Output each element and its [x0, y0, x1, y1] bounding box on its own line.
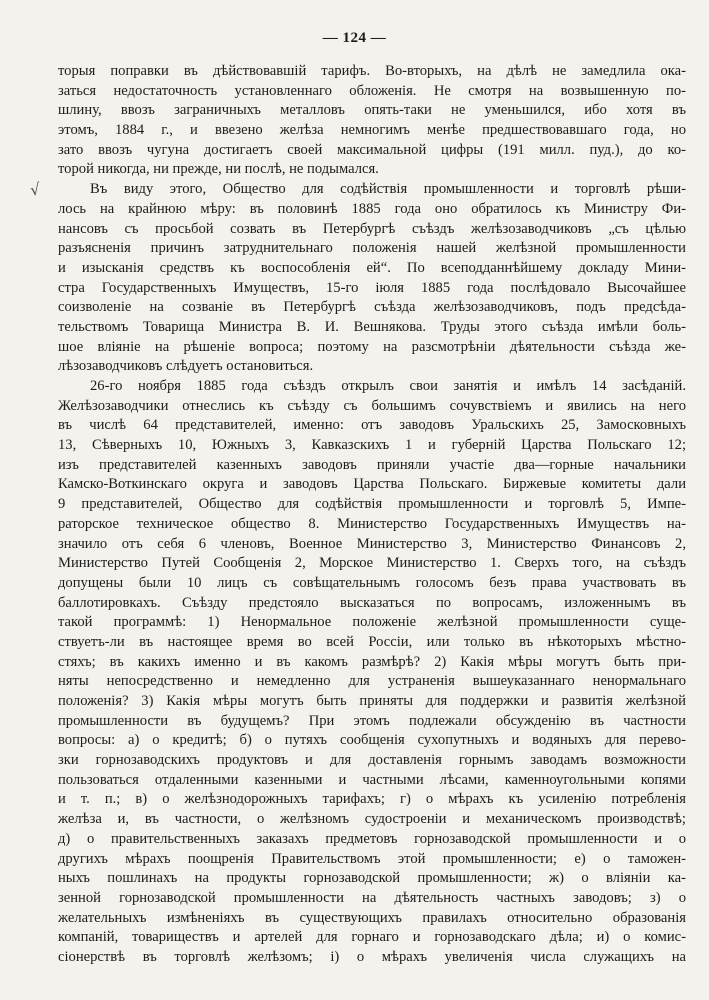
text-line: няты непосредственно и немедленно для устраненія вышеуказаннаго ненормальнаго [58, 673, 686, 690]
text-line: зато ввозъ чугуна достигаетъ своей максимальной цифры (191 милл. пуд.), до ко- [58, 141, 686, 158]
text-line: желательныхъ измѣненіяхъ въ существующихъ правилахъ относительно образованія [58, 909, 686, 926]
text-line: пользоваться отдаленными казенными и частными лѣсами, каменноугольными копями [58, 771, 686, 788]
text-line: заться недостаточность установленнаго обложенія. Не смотря на возвышенную по- [58, 82, 686, 99]
text-line: шое вліяніе на рѣшеніе вопроса; поэтому на разсмотрѣніи дѣятельности съѣзда же- [58, 338, 686, 355]
text-line: стра Государственныхъ Имуществъ, 15-го іюля 1885 года послѣдовало Высочайшее [58, 279, 686, 296]
text-line: 13, Сѣверныхъ 10, Южныхъ 3, Кавказскихъ 1 и губерній Царства Польскаго 12; [58, 437, 686, 454]
text-line: и изысканія средствъ къ воспособленія ей“. По всеподданнѣйшему докладу Мини- [58, 259, 686, 276]
text-line: промышленности въ будущемъ? При этомъ подлежали обсужденію въ частности [58, 712, 686, 729]
text-line: ныхъ пошлинахъ на продукты горнозаводской промышленности; ж) о вліяніи ка- [58, 870, 686, 887]
text-line: зенной горнозаводской промышленности на дѣятельность частныхъ заводовъ; з) о [58, 889, 686, 906]
body-text [58, 62, 686, 968]
page-number: — 124 — [322, 30, 387, 46]
text-line: соизволеніе на созваніе въ Петербургѣ съѣзда желѣзозаводчиковъ, подъ предсѣда- [58, 299, 686, 316]
text-line: желѣза и, въ частности, о желѣзномъ судостроеніи и механическомъ производствѣ; [58, 811, 686, 828]
text-line: баллотировкахъ. Съѣзду предстояло высказаться по вопросамъ, изложеннымъ въ [58, 594, 686, 611]
text-line: Министерство Путей Сообщенія 2, Морское Министерство 1. Сверхъ того, на съѣздъ [58, 555, 686, 572]
text-line: нансовъ съ просьбой созвать въ Петербургѣ съѣздъ желѣзозаводчиковъ „съ цѣлью [58, 220, 686, 237]
text-line: шлину, ввозъ заграничныхъ металловъ опять-таки не уменьшился, ибо хотя въ [58, 102, 686, 119]
text-line: вопросы: а) о кредитѣ; б) о путяхъ сообщенія сухопутныхъ и водяныхъ для перево- [58, 732, 686, 749]
text-line: положенія? 3) Какія мѣры могутъ быть приняты для поддержки и развитія желѣзной [58, 693, 686, 709]
text-line: стяхъ; въ какихъ именно и въ какомъ размѣрѣ? 2) Какія мѣры могутъ быть при- [58, 653, 686, 670]
text-line: такой программѣ: 1) Ненормальное положеніе желѣзной промышленности суще- [58, 614, 686, 631]
text-line: другихъ мѣрахъ поощренія Правительствомъ этой промышленности; е) о таможен- [58, 850, 686, 867]
text-line: торой никогда, ни прежде, ни послѣ, не подымался. [58, 161, 379, 178]
text-line: тельствомъ Товарища Министра В. И. Вешнякова. Труды этого съѣзда имѣли боль- [58, 318, 686, 335]
margin-check-mark: √ [28, 179, 42, 200]
text-line: раторское техническое общество 8. Министерство Государственныхъ Имуществъ на- [58, 515, 686, 532]
text-line: торыя поправки въ дѣйствовавшій тарифъ. Во-вторыхъ, на дѣлѣ не замедлила ока- [58, 63, 686, 79]
text-line: и т. п.; в) о желѣзнодорожныхъ тарифахъ; г) о мѣрахъ къ усиленію потребленія [58, 791, 686, 808]
text-line: сіонерствѣ въ торговлѣ желѣзомъ; і) о мѣрахъ увеличенія числа служащихъ на [58, 948, 686, 965]
text-line: компаній, товариществъ и артелей для горнаго и горнозаводскаго дѣла; и) о комис- [58, 929, 686, 946]
text-line: въ числѣ 64 представителей, именно: отъ заводовъ Уральскихъ 25, Замосковныхъ [58, 417, 686, 434]
text-line: Желѣзозаводчики отнеслись къ съѣзду съ большимъ сочувствіемъ и явились на него [58, 397, 686, 414]
text-line: Въ виду этого, Общество для содѣйствія промышленности и торговлѣ рѣши- [90, 181, 686, 198]
text-line: допущены были 10 лицъ съ совѣщательнымъ голосомъ безъ права участвовать въ [58, 574, 686, 591]
text-line: разъясненія причинъ затруднительнаго положенія нашей желѣзной промышленности [58, 240, 686, 257]
text-line: значило отъ себя 6 членовъ, Военное Министерство 3, Министерство Финансовъ 2, [58, 535, 686, 552]
text-line: ствуетъ-ли въ настоящее время во всей Россіи, или только въ нѣкоторыхъ мѣстно- [58, 633, 686, 650]
text-line: изъ представителей казенныхъ заводовъ приняли участіе два—горные начальники [58, 456, 686, 473]
text-line: 26-го ноября 1885 года съѣздъ открылъ свои занятія и имѣлъ 14 засѣданій. [90, 378, 686, 394]
text-line: д) о правительственныхъ заказахъ предметовъ горнозаводской промышленности и о [58, 830, 686, 847]
text-line: Камско-Воткинскаго округа и заводовъ Царства Польскаго. Биржевые комитеты дали [58, 476, 686, 493]
text-line: лѣзозаводчиковъ слѣдуетъ остановиться. [58, 358, 314, 375]
text-line: 9 представителей, Общество для содѣйствія промышленности и торговлѣ 5, Импе- [58, 496, 686, 513]
text-line: этомъ, 1884 г., и ввезено желѣза немногимъ менѣе предшествовавшаго года, но [58, 122, 686, 139]
text-line: лось на крайнюю мѣру: въ половинѣ 1885 года оно обратилось къ Министру Фи- [58, 200, 686, 217]
text-line: зки горнозаводскихъ продуктовъ и для доставленія горнымъ заводамъ возможности [58, 752, 686, 769]
